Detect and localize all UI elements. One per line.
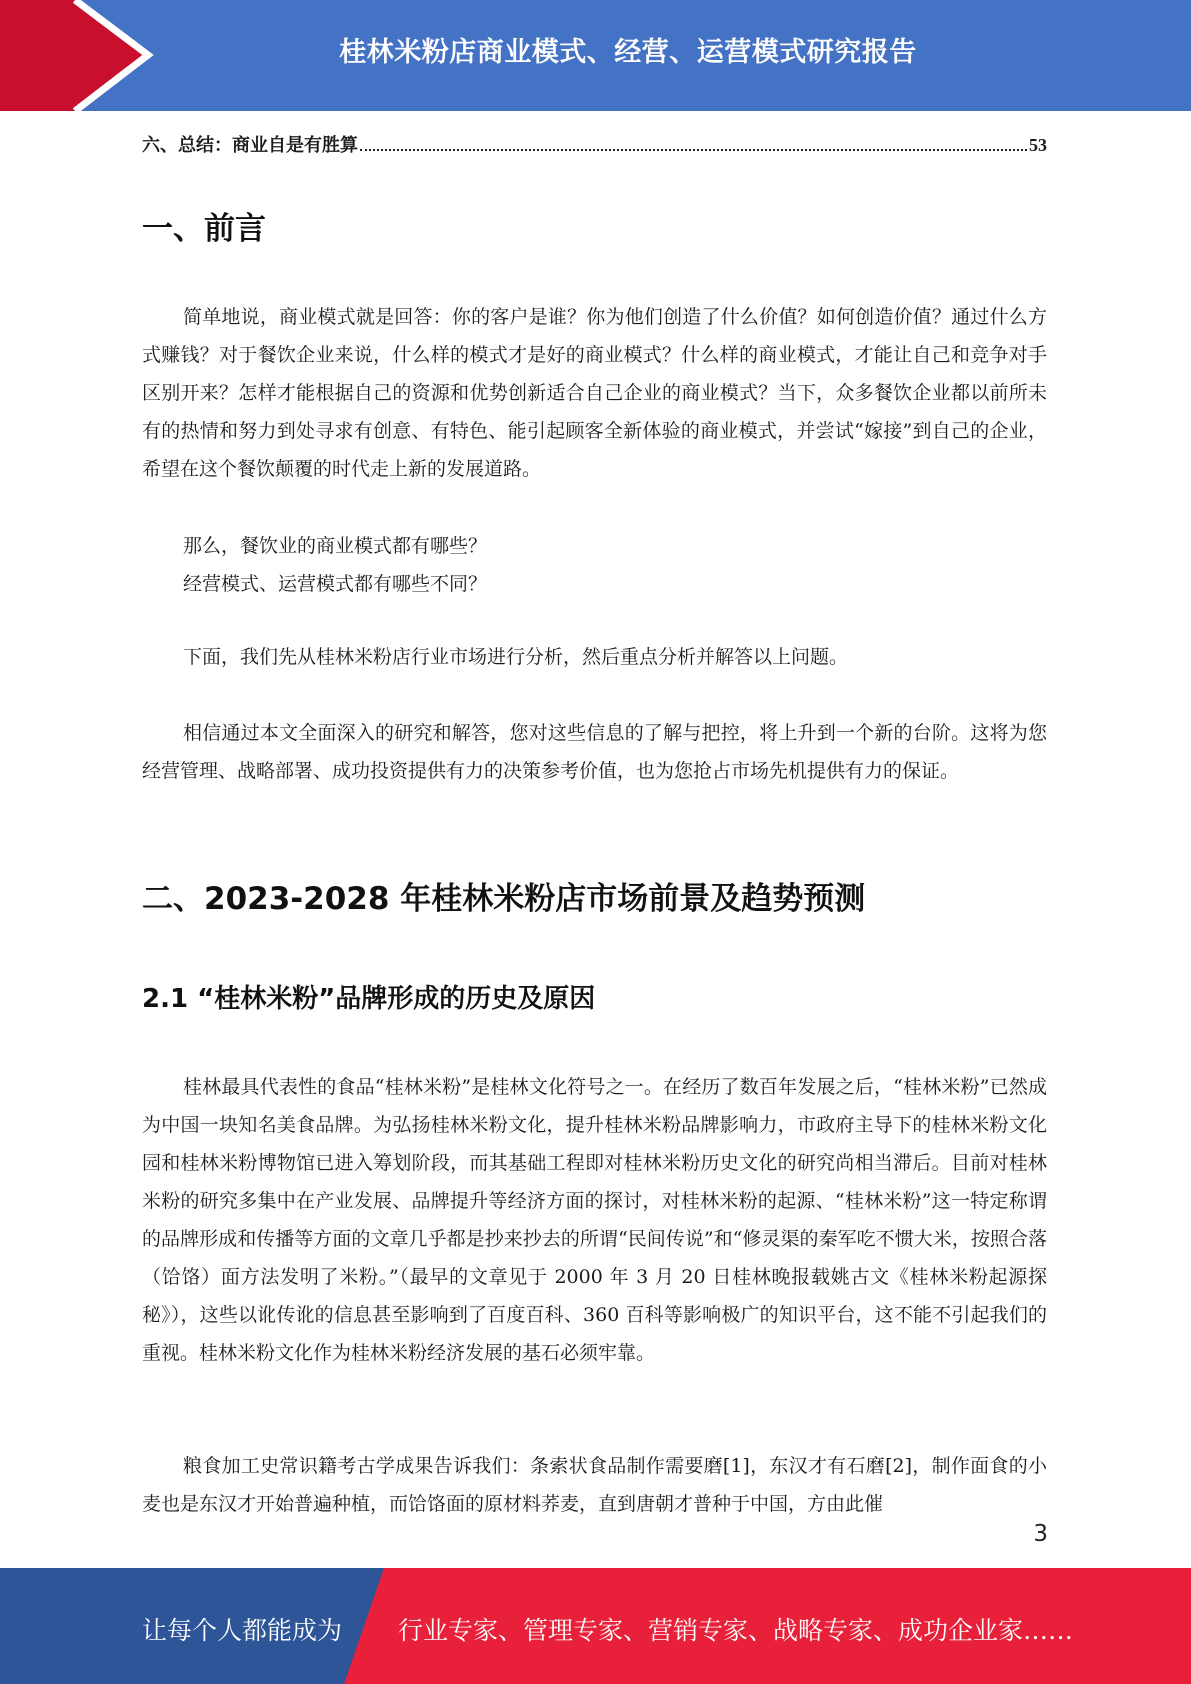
paragraph: 简单地说，商业模式就是回答：你的客户是谁？你为他们创造了什么价值？如何创造价值？通过什么方式赚钱？对于餐饮企业来说，什么样的模式才是好的商业模式？什么样的商业模式，才能让自己和竞争对手区别开来？怎样才能根据自己的资源和优势创新适合自己企业的商业模式？当下，众多餐饮企业都以前所未有的热情和努力到处寻求有创意、有特色、能引起顾客全新体验的商业模式，并尝试“嫁接”到自己的企业，希望在这个餐饮颠覆的时代走上新的发展道路。 (142, 306, 1047, 480)
paragraph: 桂林最具代表性的食品“桂林米粉”是桂林文化符号之一。在经历了数百年发展之后，“桂林米粉”已然成为中国一块知名美食品牌。为弘扬桂林米粉文化，提升桂林米粉品牌影响力，市政府主导下的桂林米粉文化园和桂林米粉博物馆已进入筹划阶段，而其基础工程即对桂林米粉历史文化的研究尚相当滞后。目前对桂林米粉的研究多集中在产业发展、品牌提升等经济方面的探讨，对桂林米粉的起源、“桂林米粉”这一特定称谓的品牌形成和传播等方面的文章几乎都是抄来抄去的所谓“民间传说”和“修灵渠的秦军吃不惯大米，按照合落（饸饹）面方法发明了米粉。”（最早的文章见于 2000 年 3 月 20 日桂林晚报载姚古文《桂林米粉起源探秘》），这些以讹传讹的信息甚至影响到了百度百科、360 百科等影响极广的知识平台，这不能不引起我们的重视。桂林米粉文化作为桂林米粉经济发展的基石必须牢靠。 (142, 1076, 1047, 1364)
page-header (0, 0, 1191, 111)
paragraph: 经营模式、运营模式都有哪些不同？ (183, 573, 488, 595)
paragraph: 粮食加工史常识籍考古学成果告诉我们：条索状食品制作需要磨[1]，东汉才有石磨[2]，制作面食的小麦也是东汉才开始普遍种植，而饸饹面的原材料荞麦，直到唐朝才普种于中国，方由此催 (142, 1455, 1047, 1515)
paragraph: 那么，餐饮业的商业模式都有哪些？ (183, 535, 488, 557)
toc-leader-dots (360, 148, 1027, 151)
subsection-heading: 2.1 “桂林米粉”品牌形成的历史及原因 (142, 984, 596, 1014)
toc-entry[interactable] (142, 131, 1047, 157)
section-heading-market: 二、2023-2028 年桂林米粉店市场前景及趋势预测 (142, 881, 866, 917)
section-heading-preface: 一、前言 (142, 211, 266, 247)
page-footer (0, 1568, 1191, 1684)
toc-entry-page: 53 (1029, 135, 1047, 155)
footer-slogan-right: 行业专家、管理专家、营销专家、战略专家、成功企业家…… (398, 1616, 1074, 1645)
paragraph: 相信通过本文全面深入的研究和解答，您对这些信息的了解与把控，将上升到一个新的台阶。这将为您经营管理、战略部署、成功投资提供有力的决策参考价值，也为您抢占市场先机提供有力的保证。 (142, 722, 1047, 782)
footer-slogan-left: 让每个人都能成为 (142, 1616, 343, 1645)
page-number: 3 (1033, 1521, 1048, 1547)
report-title: 桂林米粉店商业模式、经营、运营模式研究报告 (339, 37, 917, 68)
paragraph: 下面，我们先从桂林米粉店行业市场进行分析，然后重点分析并解答以上问题。 (183, 646, 849, 668)
toc-entry-label: 六、总结：商业自是有胜算 (142, 135, 358, 155)
